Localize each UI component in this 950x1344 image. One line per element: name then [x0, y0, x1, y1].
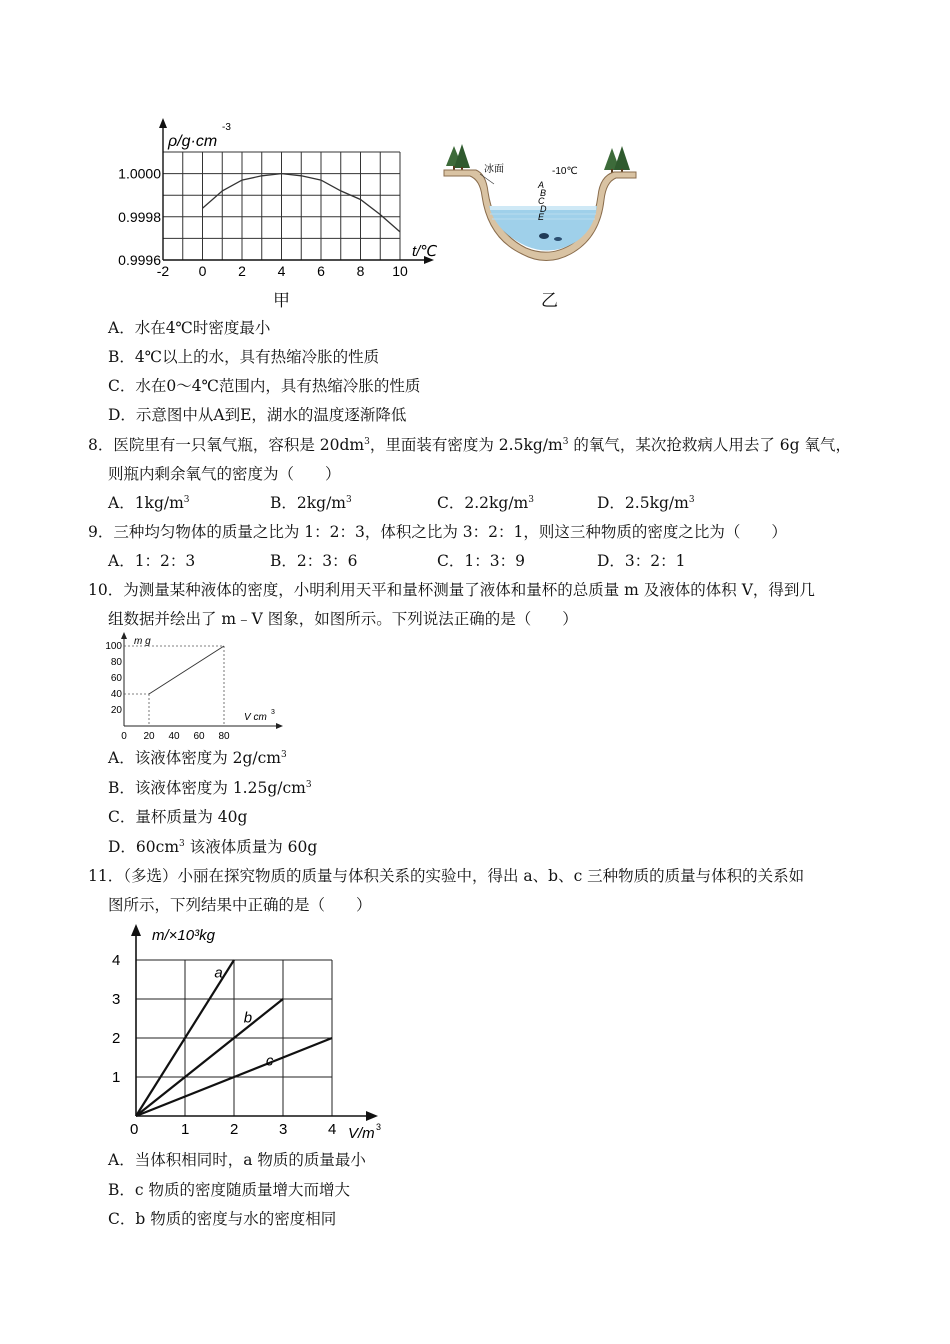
q11-series-label-c: c	[265, 1052, 274, 1070]
jia-y-tick: 1.0000	[118, 165, 161, 182]
q11-x-tick: 4	[328, 1121, 337, 1138]
q11-y-tick: 4	[112, 952, 121, 969]
q10-y-tick: 80	[110, 657, 122, 668]
q11-option-b: B．c 物质的密度随质量增大而增大	[108, 1181, 350, 1199]
q8-stem-line2: 则瓶内剩余氧气的密度为（ ）	[108, 465, 341, 483]
q10-option-b: B．该液体密度为 $1.25g/cm^3$	[108, 779, 312, 797]
q11-y-axis-label: m/×10³kg	[152, 927, 215, 944]
q8-stem-line1: 8．医院里有一只氧气瓶，容积是 $20dm^3$，里面装有密度为 $2.5kg/m^3$ 的氧气，某次抢救病人用去了 6g 氧气，	[88, 436, 851, 454]
depth-letter: C	[538, 196, 545, 206]
q11-series-b	[136, 999, 283, 1116]
jia-x-tick: 10	[392, 263, 408, 279]
jia-grid	[163, 152, 400, 260]
q9-option-c: C．1：3：9	[437, 552, 525, 570]
trees-right-icon	[604, 146, 630, 174]
q11-x-tick: 3	[279, 1121, 288, 1138]
q10-y-tick: 60	[110, 673, 122, 684]
q10-x-tick: 40	[168, 731, 180, 742]
q11-y-tick: 3	[112, 991, 121, 1008]
q10-x-tick: 80	[218, 731, 230, 742]
q11-x-axis-label: V/m	[348, 1125, 375, 1142]
depth-letter: D	[540, 204, 547, 214]
figure-caption-yi: 乙	[541, 291, 558, 311]
q8-option-b: B．$2kg/m^3$	[270, 494, 352, 512]
q9-option-b: B．2：3：6	[270, 552, 358, 570]
density-temperature-chart	[100, 112, 445, 284]
figure-caption-jia: 甲	[273, 291, 290, 311]
jia-x-tick: -2	[156, 263, 170, 279]
q8-option-d: D．$2.5kg/m^3$	[597, 494, 695, 512]
q10-dashed-guides	[124, 646, 224, 726]
q7-option-a: A．水在4℃时密度最小	[108, 319, 271, 337]
q11-y-tick: 1	[112, 1069, 121, 1086]
q11-y-arrow-icon	[131, 924, 141, 936]
q10-y-axis-label: m g	[134, 636, 151, 647]
trees-left-icon	[446, 144, 470, 172]
q10-option-d: D．$60cm^3$ 该液体质量为 60g	[108, 838, 318, 856]
q11-option-c: C．b 物质的密度与水的密度相同	[108, 1210, 337, 1228]
q10-option-a: A．该液体密度为 $2g/cm^3$	[108, 749, 287, 767]
q11-series-label-b: b	[243, 1009, 253, 1027]
q10-y-arrow-icon	[121, 632, 127, 639]
jia-y-axis-label: ρ/g·cm	[168, 133, 218, 150]
jia-y-arrow-icon	[159, 118, 167, 128]
q11-x-tick: 0	[130, 1121, 139, 1138]
q10-x-tick: 60	[193, 731, 205, 742]
jia-y-tick: 0.9998	[118, 208, 161, 225]
q10-y-tick: 100	[105, 641, 122, 652]
q9-option-d: D．3：2：1	[597, 552, 686, 570]
q11-y-tick: 2	[112, 1030, 121, 1047]
q11-x-tick: 2	[230, 1121, 239, 1138]
q10-x-arrow-icon	[276, 723, 283, 729]
depth-letter: E	[538, 212, 545, 222]
q10-x-tick: 0	[121, 731, 127, 742]
q10-x-axis-label: V cm	[244, 712, 267, 723]
q10-option-c: C．量杯质量为 40g	[108, 808, 248, 826]
jia-y-tick-labels	[118, 166, 161, 268]
q10-x-tick: 20	[143, 731, 155, 742]
jia-x-tick-labels	[157, 263, 408, 279]
jia-x-tick: 0	[198, 263, 207, 279]
q10-data-line	[149, 646, 224, 694]
mass-volume-chart-q11	[104, 918, 404, 1146]
q9-stem: 9．三种均匀物体的质量之比为 1：2：3，体积之比为 3：2：1，则这三种物质的密度之比为（ ）	[88, 523, 787, 541]
q7-option-d: D．示意图中从A到E，湖水的温度逐渐降低	[108, 406, 407, 424]
jia-x-tick: 8	[356, 263, 365, 279]
q10-x-axis-label-sup: 3	[271, 709, 275, 716]
q11-x-arrow-icon	[366, 1111, 378, 1121]
q11-x-tick: 1	[181, 1121, 190, 1138]
q11-x-tick-labels	[130, 1121, 336, 1138]
q9-option-a: A．1：2：3	[108, 552, 196, 570]
q10-y-tick: 20	[110, 705, 122, 716]
jia-y-tick: 0.9996	[118, 252, 161, 268]
q11-series-label-a: a	[214, 964, 223, 982]
q8-option-a: A．$1kg/m^3$	[108, 494, 190, 512]
q8-option-c: C．$2.2kg/m^3$	[437, 494, 534, 512]
q11-option-a: A．当体积相同时，a 物质的质量最小	[108, 1151, 366, 1169]
q10-stem-line2: 组数据并绘出了 m﹣V 图象，如图所示。下列说法正确的是（ ）	[108, 610, 578, 628]
temperature-label: -10℃	[552, 166, 578, 177]
depth-letter: B	[540, 188, 547, 198]
q10-stem-line1: 10．为测量某种液体的密度，小明利用天平和量杯测量了液体和量杯的总质量 m 及液体的体积 V，得到几	[88, 581, 815, 599]
jia-y-axis-label-sup: -3	[222, 122, 231, 133]
jia-x-tick: 2	[238, 263, 246, 279]
q11-y-tick-labels	[112, 952, 120, 1086]
mass-volume-chart-q10	[104, 632, 294, 744]
jia-x-axis-label: t/℃	[412, 243, 438, 260]
q10-y-tick: 40	[110, 689, 122, 700]
q10-x-tick-labels	[121, 731, 230, 742]
ice-surface-label: 冰面	[484, 164, 504, 175]
jia-x-tick: 4	[277, 263, 286, 279]
q11-stem-line1: 11．（多选）小丽在探究物质的质量与体积关系的实验中，得出 a、b、c 三种物质的质量与体积的关系如	[88, 867, 805, 885]
q7-option-c: C．水在0～4℃范围内，具有热缩冷胀的性质	[108, 377, 421, 395]
jia-x-tick: 6	[317, 263, 325, 279]
depth-letter: A	[538, 180, 545, 190]
q10-y-tick-labels	[105, 641, 122, 716]
q11-stem-line2: 图所示，下列结果中正确的是（ ）	[108, 896, 372, 914]
lake-illustration	[440, 140, 640, 270]
q7-option-b: B．4℃以上的水，具有热缩冷胀的性质	[108, 348, 380, 366]
q11-x-axis-label-sup: 3	[376, 1122, 382, 1132]
